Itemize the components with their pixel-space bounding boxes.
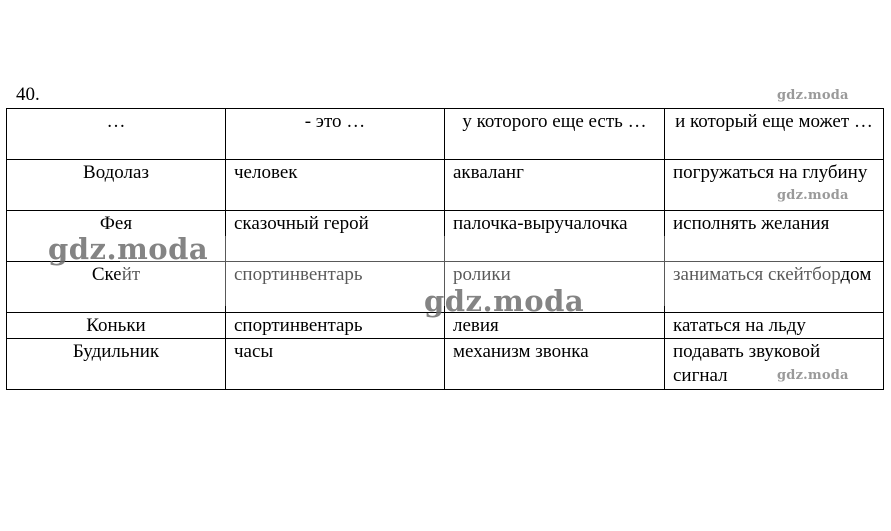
header-cell: и который еще может … xyxy=(665,109,884,160)
table-cell: часы xyxy=(226,339,445,390)
watermark-small: gdz.moda xyxy=(777,88,849,103)
table-cell: спортинвентарь xyxy=(226,262,445,313)
table-header-row xyxy=(7,109,884,160)
watermark-small: gdz.moda xyxy=(777,188,849,203)
table-cell: левия xyxy=(445,313,665,339)
table-cell: Фея xyxy=(7,211,226,262)
table-cell: Коньки xyxy=(7,313,226,339)
header-cell: … xyxy=(7,109,226,160)
table-row xyxy=(7,160,884,211)
table-cell: ролики xyxy=(445,262,665,313)
table-cell: погружаться на глубину xyxy=(665,160,884,211)
table-cell: механизм звонка xyxy=(445,339,665,390)
table-row xyxy=(7,339,884,390)
table-cell: акваланг xyxy=(445,160,665,211)
header-cell: у которого еще есть … xyxy=(445,109,665,160)
table-cell: исполнять желания xyxy=(665,211,884,262)
table-cell: подавать звуковой сигнал xyxy=(665,339,884,390)
header-cell: - это … xyxy=(226,109,445,160)
task-number: 40. xyxy=(16,84,40,105)
table-cell: Скейт xyxy=(7,262,226,313)
table-cell: заниматься скейтбордом xyxy=(665,262,884,313)
table-cell: палочка-выручалочка xyxy=(445,211,665,262)
table-cell: кататься на льду xyxy=(665,313,884,339)
watermark-large: gdz.moda xyxy=(48,232,209,266)
table-cell: сказочный герой xyxy=(226,211,445,262)
table-cell: Водолаз xyxy=(7,160,226,211)
table-cell: спортинвентарь xyxy=(226,313,445,339)
table-cell: человек xyxy=(226,160,445,211)
watermark-small: gdz.moda xyxy=(777,368,849,383)
watermark-large: gdz.moda xyxy=(424,284,585,318)
table-cell: Будильник xyxy=(7,339,226,390)
